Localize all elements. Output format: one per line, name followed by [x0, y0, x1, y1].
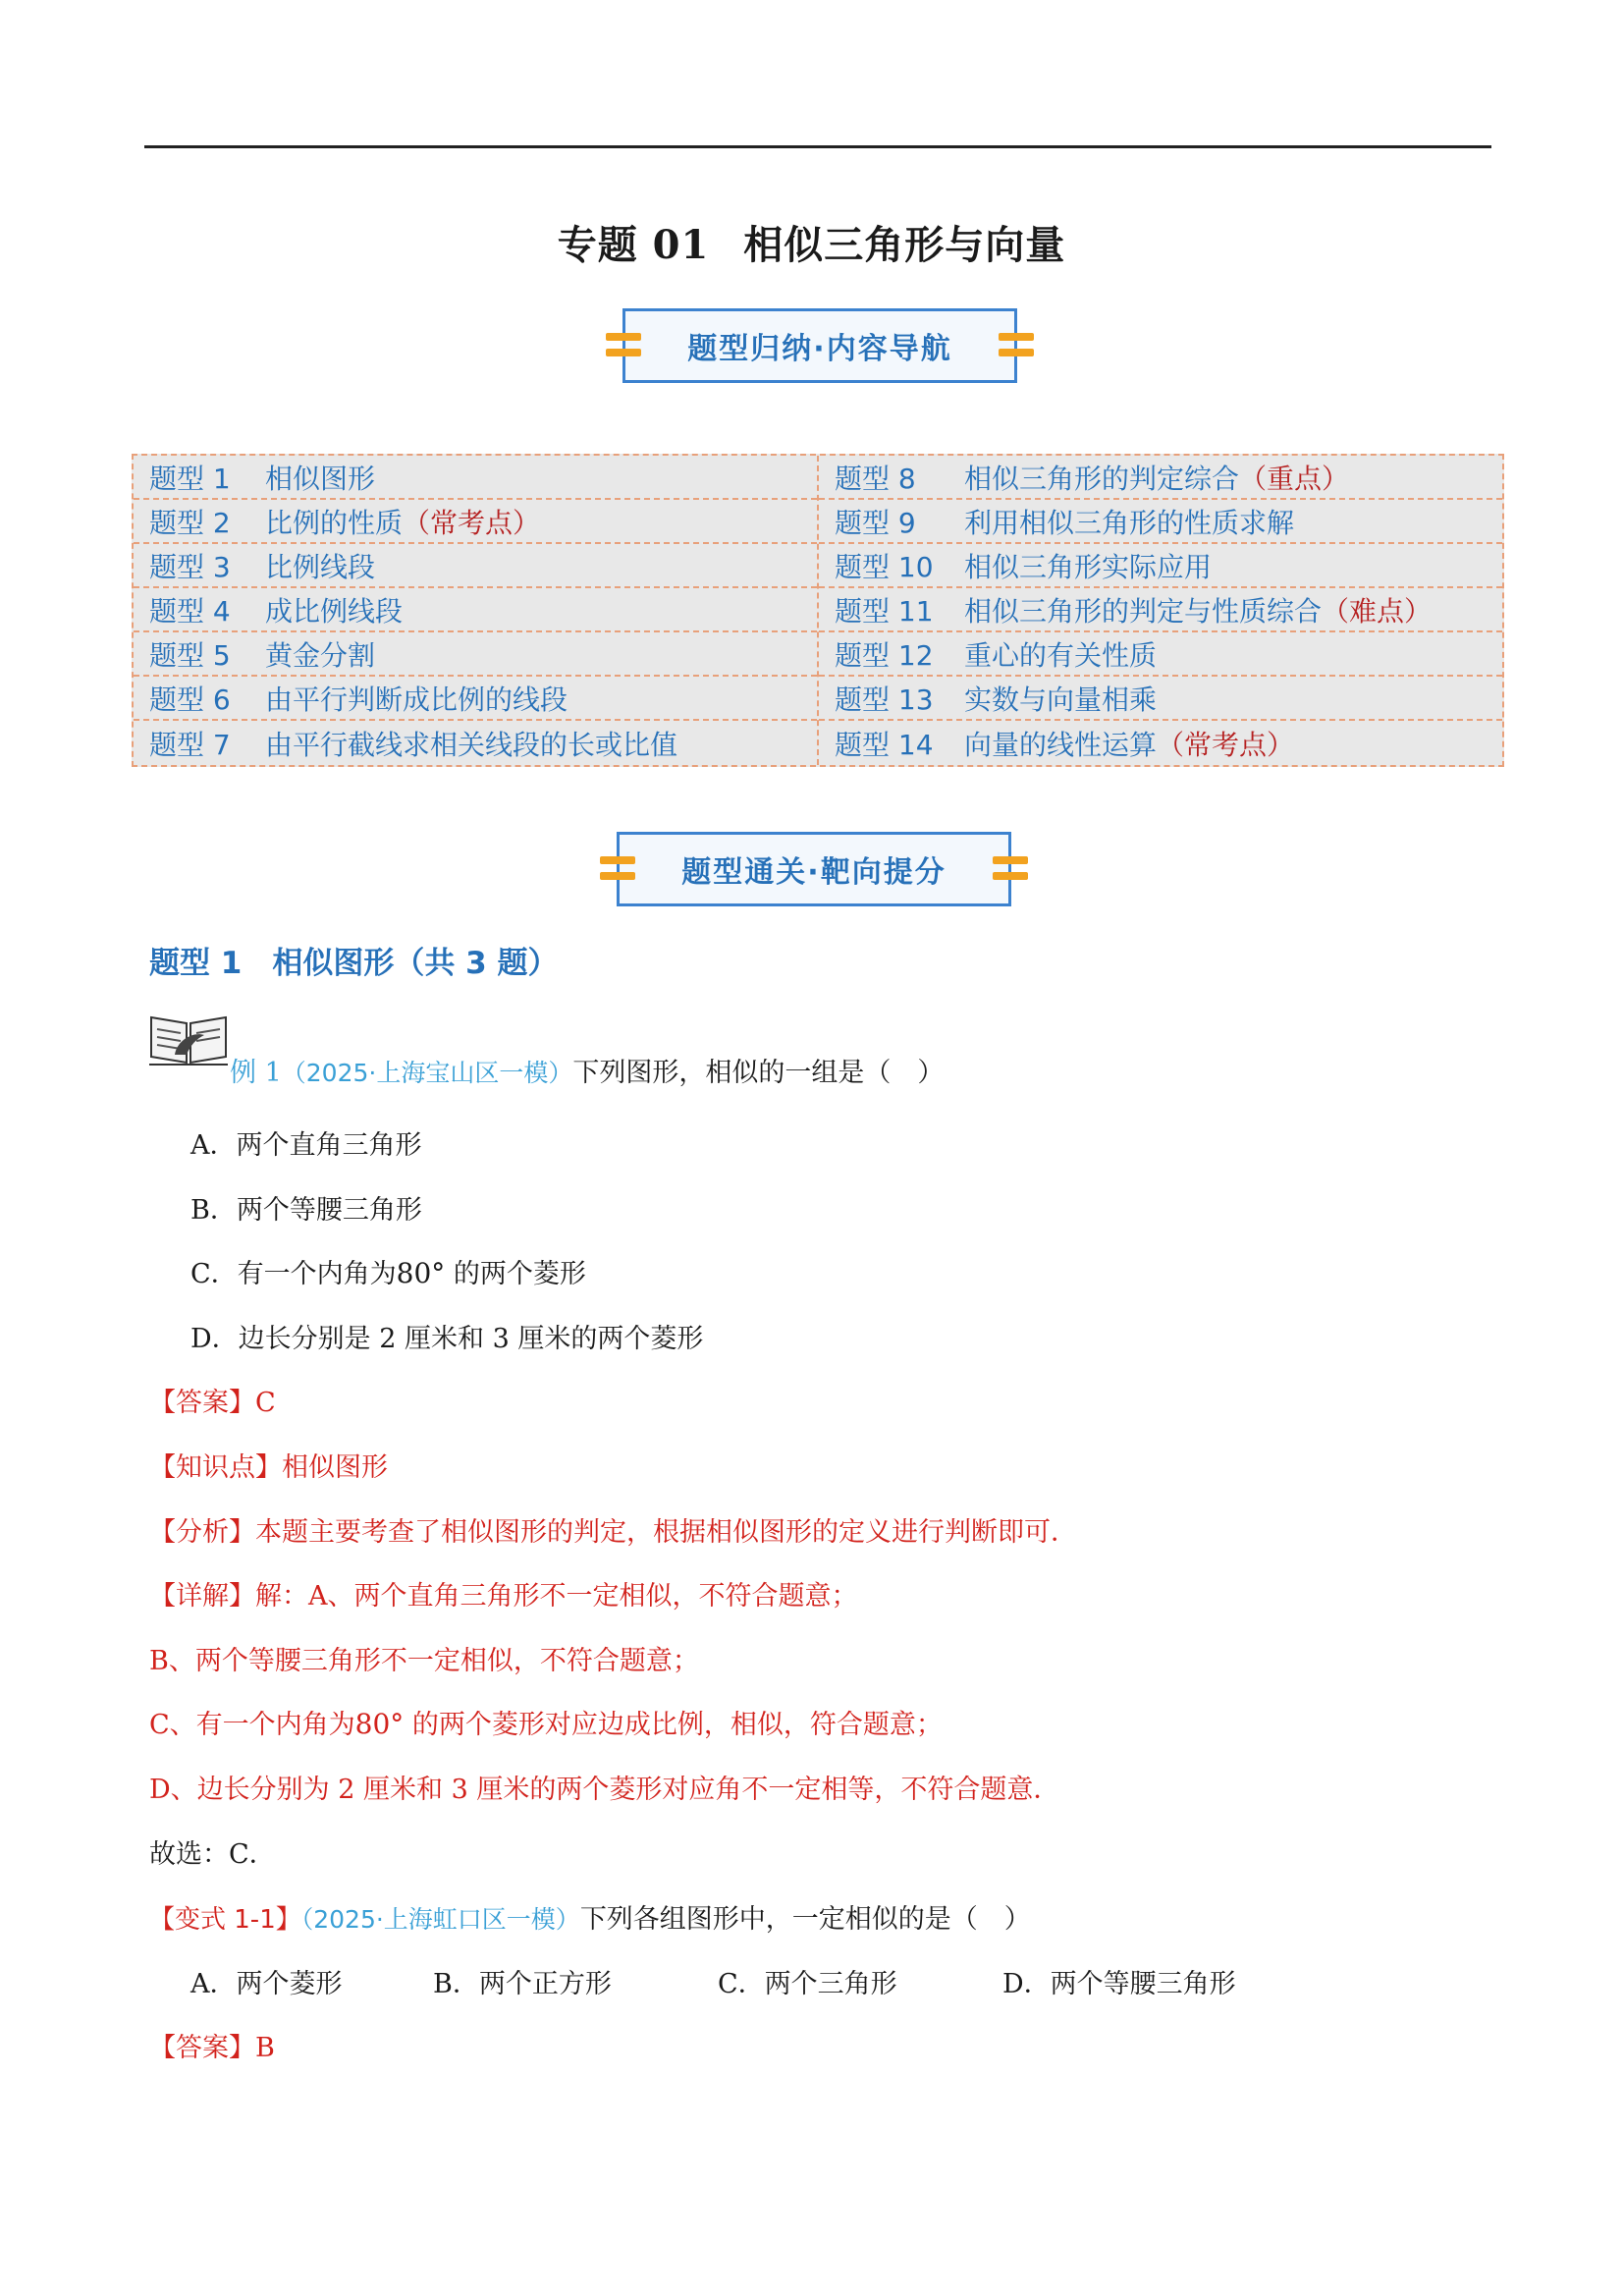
knowledge-value: 相似图形	[282, 1452, 388, 1483]
detail-line-a	[149, 1574, 858, 1613]
analysis-line	[149, 1510, 1077, 1549]
nav-item-name: 相似三角形实际应用	[964, 550, 1213, 583]
variant-stem: 下列各组图形中，一定相似的是（ ）	[579, 1904, 1031, 1935]
nav-item-num: 题型 4	[149, 594, 231, 628]
nav-item[interactable]	[134, 500, 817, 544]
nav-item-num: 题型 5	[149, 638, 231, 672]
detail-line-c	[149, 1703, 943, 1741]
nav-item-name: 利用相似三角形的性质求解	[964, 506, 1295, 539]
nav-item-tag: （常考点）	[403, 506, 541, 539]
conclusion-line: 故选：C．	[149, 1839, 276, 1870]
detail-text-a: 解：A、两个直角三角形不一定相似，不符合题意；	[255, 1581, 858, 1612]
variant-option-d: D．两个等腰三角形	[1002, 1969, 1236, 1999]
equals-deco-icon	[999, 333, 1034, 358]
variant-tag: 【变式 1-1】	[149, 1905, 301, 1935]
nav-item-name: 相似三角形的判定与性质综合	[964, 594, 1323, 628]
variant-option-c: C．两个三角形	[718, 1969, 897, 1999]
title-prefix: 专题 01	[557, 222, 710, 268]
analysis-tag: 【分析】	[149, 1517, 255, 1548]
nav-item-name: 实数与向量相乘	[964, 683, 1158, 716]
answer-line	[149, 1381, 276, 1419]
practice-banner-text: 题型通关·靶向提分	[681, 855, 947, 890]
nav-item-tag: （重点）	[1239, 462, 1350, 495]
nav-item-name: 向量的线性运算	[964, 728, 1158, 761]
variant-answer-line	[149, 2026, 275, 2064]
nav-item[interactable]	[819, 721, 1502, 765]
nav-item-tag: （难点）	[1322, 594, 1433, 628]
nav-item[interactable]	[134, 632, 817, 677]
nav-item-num: 题型 11	[835, 594, 934, 628]
nav-item[interactable]	[134, 588, 817, 632]
nav-item[interactable]	[134, 721, 817, 765]
nav-item-num: 题型 13	[835, 683, 934, 716]
topic-nav-table	[132, 454, 1504, 767]
equals-deco-icon	[993, 856, 1028, 882]
variant-answer-value: B	[255, 2033, 275, 2063]
nav-column-left	[134, 456, 817, 765]
example-stem: 下列图形，相似的一组是（ ）	[572, 1058, 945, 1088]
nav-item[interactable]	[819, 544, 1502, 588]
option-a: A．两个直角三角形	[190, 1130, 422, 1161]
variant-options	[190, 1962, 1236, 2000]
nav-item-num: 题型 9	[835, 506, 916, 539]
nav-item-name: 重心的有关性质	[964, 638, 1158, 672]
option-c-text: C．有一个内角为	[190, 1259, 397, 1289]
nav-item-tag: （常考点）	[1157, 728, 1295, 761]
answer-tag: 【答案】	[149, 1388, 255, 1418]
nav-item-num: 题型 6	[149, 683, 231, 716]
header-rule	[144, 145, 1491, 148]
detail-tag: 【详解】	[149, 1581, 255, 1612]
nav-item-num: 题型 1	[149, 462, 231, 495]
answer-value: C	[255, 1388, 276, 1418]
nav-item-num: 题型 8	[835, 462, 916, 495]
detail-c-text-end: 的两个菱形对应边成比例，相似，符合题意；	[411, 1710, 943, 1740]
nav-item-name: 黄金分割	[265, 638, 376, 672]
example-1-question	[230, 1051, 944, 1089]
nav-item-name: 比例的性质	[265, 506, 404, 539]
nav-item-num: 题型 3	[149, 550, 231, 583]
example-source: （2025·上海宝山区一模）	[281, 1059, 573, 1087]
nav-item[interactable]	[819, 632, 1502, 677]
nav-item-num: 题型 7	[149, 728, 231, 761]
nav-item[interactable]	[819, 588, 1502, 632]
title-main: 相似三角形与向量	[743, 222, 1066, 268]
nav-item-num: 题型 14	[835, 728, 934, 761]
nav-item[interactable]	[134, 544, 817, 588]
option-b: B．两个等腰三角形	[190, 1195, 422, 1226]
page-title	[0, 214, 1623, 270]
detail-line-d: D、边长分别为 2 厘米和 3 厘米的两个菱形对应角不一定相等，不符合题意．	[149, 1775, 1060, 1805]
nav-item-num: 题型 10	[835, 550, 934, 583]
nav-item-num: 题型 2	[149, 506, 231, 539]
example-label: 例 1	[230, 1058, 282, 1088]
nav-item-name: 相似图形	[265, 462, 376, 495]
option-c	[190, 1252, 586, 1290]
nav-item[interactable]	[134, 456, 817, 500]
detail-c-text: C、有一个内角为	[149, 1710, 355, 1740]
nav-item-name: 比例线段	[265, 550, 376, 583]
nav-item[interactable]	[819, 500, 1502, 544]
equals-deco-icon	[606, 333, 641, 358]
analysis-text: 本题主要考查了相似图形的判定，根据相似图形的定义进行判断即可．	[255, 1517, 1077, 1548]
practice-banner	[617, 832, 1011, 906]
option-c-degree: 80°	[396, 1257, 446, 1289]
variant-option-a: A．两个菱形	[190, 1969, 343, 1999]
nav-item-name: 由平行判断成比例的线段	[265, 683, 568, 716]
nav-banner-text: 题型归纳·内容导航	[687, 332, 952, 366]
nav-item[interactable]	[819, 456, 1502, 500]
detail-line-b: B、两个等腰三角形不一定相似，不符合题意；	[149, 1646, 699, 1676]
nav-column-right	[817, 456, 1502, 765]
nav-item-name: 成比例线段	[265, 594, 404, 628]
nav-item-num: 题型 12	[835, 638, 934, 672]
option-c-text-end: 的两个菱形	[453, 1259, 586, 1289]
knowledge-line	[149, 1446, 388, 1484]
equals-deco-icon	[600, 856, 635, 882]
section-heading: 题型 1 相似图形（共 3 题）	[149, 946, 559, 981]
knowledge-tag: 【知识点】	[149, 1452, 282, 1483]
variant-source: （2025·上海虹口区一模）	[300, 1905, 580, 1934]
nav-item[interactable]	[134, 677, 817, 721]
variant-answer-tag: 【答案】	[149, 2033, 255, 2063]
variant-option-b: B．两个正方形	[433, 1969, 612, 1999]
detail-c-degree: 80°	[354, 1708, 405, 1740]
option-d: D．边长分别是 2 厘米和 3 厘米的两个菱形	[190, 1324, 704, 1354]
open-book-icon	[147, 1011, 230, 1068]
nav-item-name: 相似三角形的判定综合	[964, 462, 1240, 495]
nav-item-name: 由平行截线求相关线段的长或比值	[265, 728, 678, 761]
nav-banner	[622, 308, 1017, 383]
variant-1-1-question	[149, 1897, 1031, 1936]
nav-item[interactable]	[819, 677, 1502, 721]
